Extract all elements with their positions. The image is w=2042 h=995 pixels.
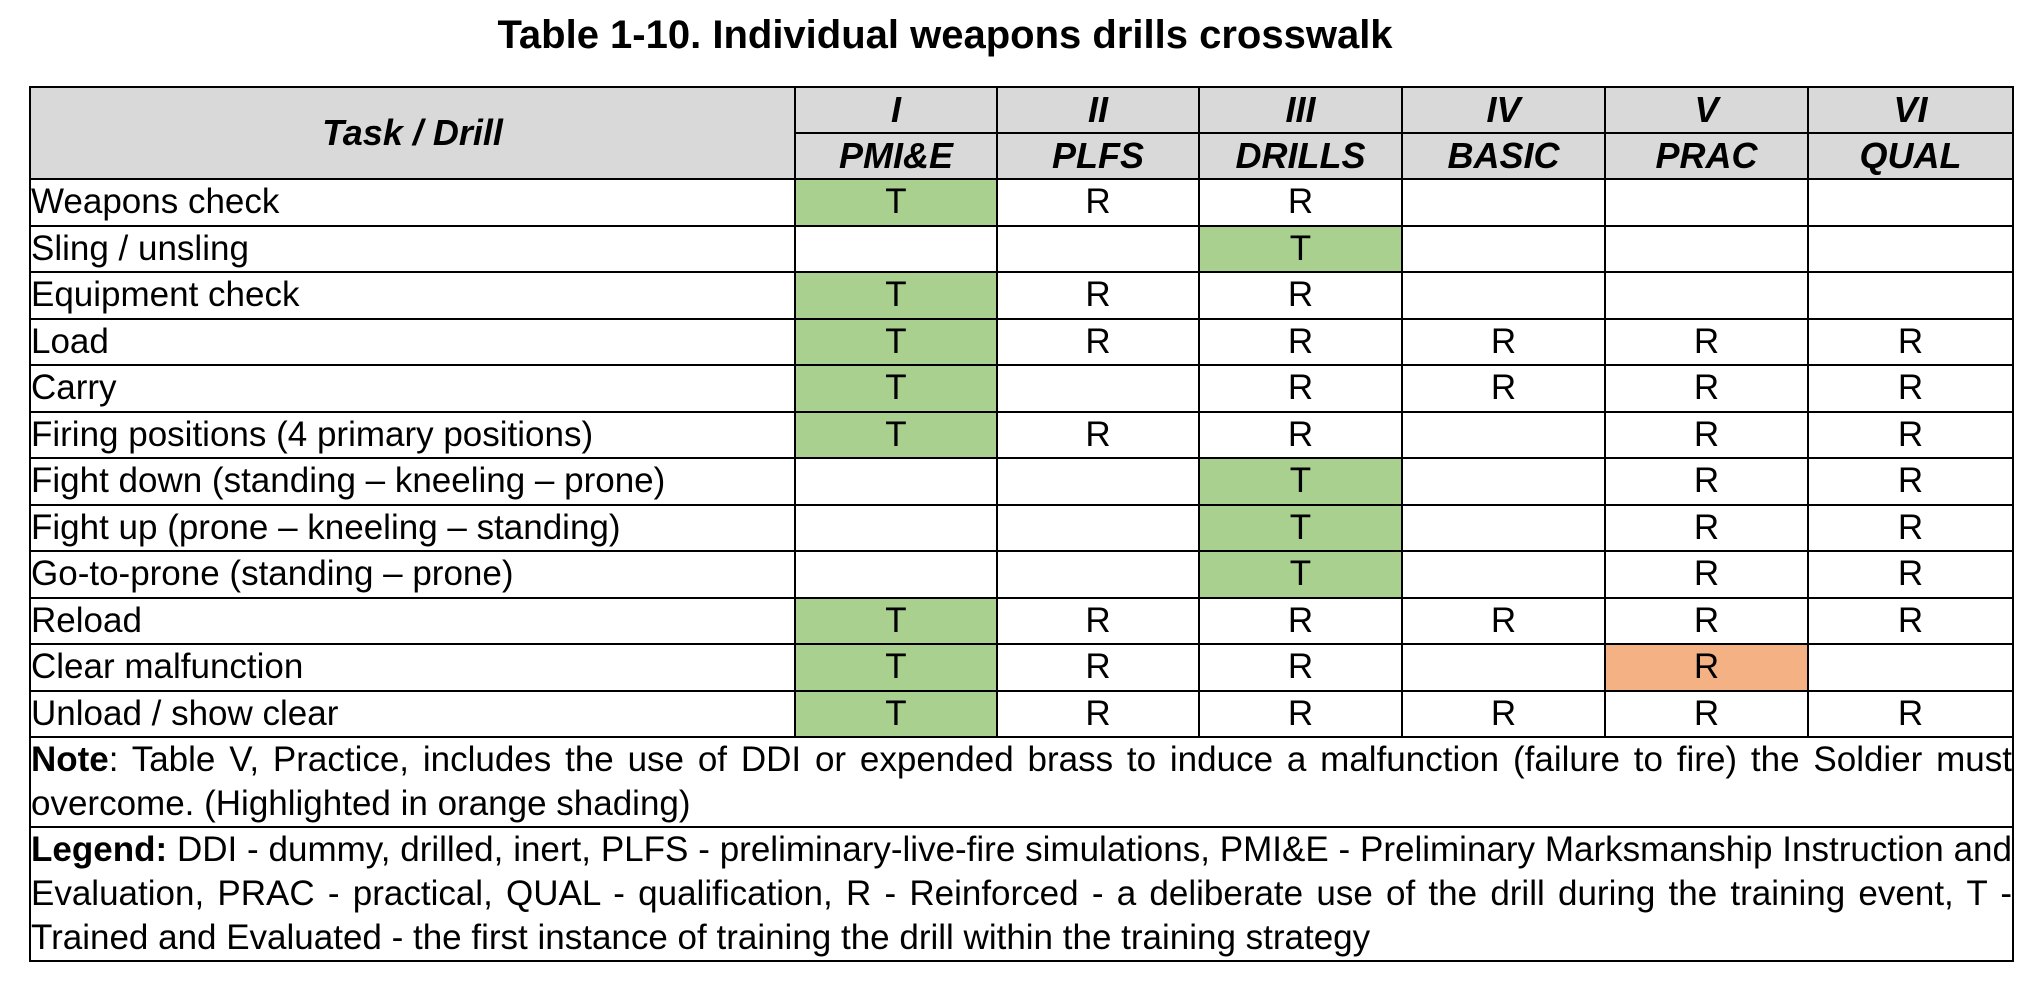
drill-mark-cell [1402, 412, 1605, 459]
drill-mark-cell: R [1199, 365, 1402, 412]
drill-mark-cell: T [795, 412, 997, 459]
drill-mark-cell: R [1199, 412, 1402, 459]
column-abbreviation: PRAC [1605, 133, 1808, 179]
drill-mark-cell: R [1199, 598, 1402, 645]
drill-mark-cell: R [1605, 412, 1808, 459]
header-row-numerals [30, 87, 2013, 133]
task-cell: Equipment check [30, 272, 795, 319]
task-cell: Weapons check [30, 179, 795, 226]
drill-mark-cell: R [1605, 505, 1808, 552]
drill-mark-cell [997, 226, 1199, 273]
task-cell: Clear malfunction [30, 644, 795, 691]
drill-mark-cell [1808, 226, 2013, 273]
drill-mark-cell: R [1605, 458, 1808, 505]
table-row [30, 365, 2013, 412]
task-drill-header: Task / Drill [30, 87, 795, 179]
column-numeral: V [1605, 87, 1808, 133]
drill-mark-cell: R [1605, 644, 1808, 691]
table-body [30, 179, 2013, 737]
column-abbreviation: PLFS [997, 133, 1199, 179]
legend-row [30, 827, 2013, 961]
drill-mark-cell: R [1402, 691, 1605, 738]
drill-mark-cell [1808, 272, 2013, 319]
drill-mark-cell: R [1199, 691, 1402, 738]
drill-mark-cell [795, 505, 997, 552]
drill-mark-cell [1808, 179, 2013, 226]
drill-mark-cell: R [1605, 551, 1808, 598]
table-row [30, 272, 2013, 319]
drill-mark-cell: R [1808, 412, 2013, 459]
drill-mark-cell [1402, 179, 1605, 226]
note-row [30, 737, 2013, 827]
column-numeral: II [997, 87, 1199, 133]
drill-mark-cell: R [997, 644, 1199, 691]
drill-mark-cell: T [1199, 505, 1402, 552]
drill-mark-cell [795, 226, 997, 273]
drill-mark-cell: T [795, 365, 997, 412]
drill-mark-cell: R [1402, 319, 1605, 366]
task-cell: Fight down (standing – kneeling – prone) [30, 458, 795, 505]
column-abbreviation: QUAL [1808, 133, 2013, 179]
drill-mark-cell [1402, 272, 1605, 319]
drill-mark-cell: R [1605, 691, 1808, 738]
task-cell: Fight up (prone – kneeling – standing) [30, 505, 795, 552]
table-row [30, 458, 2013, 505]
drill-mark-cell: R [997, 412, 1199, 459]
drill-mark-cell [795, 551, 997, 598]
drill-mark-cell: R [997, 272, 1199, 319]
drill-mark-cell [1402, 458, 1605, 505]
drills-crosswalk-table [29, 86, 2014, 962]
drill-mark-cell: R [1199, 644, 1402, 691]
drill-mark-cell: R [1808, 598, 2013, 645]
column-abbreviation: BASIC [1402, 133, 1605, 179]
task-cell: Unload / show clear [30, 691, 795, 738]
drill-mark-cell: R [1808, 365, 2013, 412]
drill-mark-cell [795, 458, 997, 505]
table-row [30, 598, 2013, 645]
task-cell: Load [30, 319, 795, 366]
table-row [30, 319, 2013, 366]
drill-mark-cell [1605, 179, 1808, 226]
column-numeral: I [795, 87, 997, 133]
table-row [30, 412, 2013, 459]
drill-mark-cell [1605, 226, 1808, 273]
column-numeral: IV [1402, 87, 1605, 133]
drill-mark-cell: T [795, 644, 997, 691]
legend-cell [30, 827, 2013, 961]
legend-label: Legend: [31, 830, 168, 869]
drill-mark-cell: T [1199, 458, 1402, 505]
drill-mark-cell: T [795, 598, 997, 645]
drill-mark-cell [1402, 551, 1605, 598]
drill-mark-cell: T [1199, 226, 1402, 273]
column-abbreviation: PMI&E [795, 133, 997, 179]
drill-mark-cell [1402, 644, 1605, 691]
task-cell: Firing positions (4 primary positions) [30, 412, 795, 459]
drill-mark-cell: R [997, 691, 1199, 738]
drill-mark-cell: R [1808, 691, 2013, 738]
legend-text: DDI - dummy, drilled, inert, PLFS - preliminary-live-fire simulations, PMI&E - Preliminary Marksmanship Instruction and Evaluation, PRAC - practical, QUAL - qualification, R - Reinforced - a deliberate use of the drill during the training event, T - Trained and Evaluated - the first instance of training the drill within the training strategy [31, 830, 2012, 957]
drill-mark-cell: R [1808, 458, 2013, 505]
drill-mark-cell: R [1402, 365, 1605, 412]
drill-mark-cell: R [1199, 319, 1402, 366]
note-cell [30, 737, 2013, 827]
drill-mark-cell: T [795, 319, 997, 366]
task-cell: Reload [30, 598, 795, 645]
drill-mark-cell: T [795, 272, 997, 319]
drill-mark-cell: T [795, 179, 997, 226]
task-cell: Go-to-prone (standing – prone) [30, 551, 795, 598]
drill-mark-cell: R [1605, 598, 1808, 645]
drill-mark-cell: R [1605, 365, 1808, 412]
note-text: : Table V, Practice, includes the use of DDI or expended brass to induce a malfunction (failure to fire) the Soldier must overcome. (Highlighted in orange shading) [31, 740, 2012, 823]
drill-mark-cell: R [1199, 272, 1402, 319]
drill-mark-cell: R [1402, 598, 1605, 645]
table-row [30, 226, 2013, 273]
drill-mark-cell [1402, 505, 1605, 552]
column-numeral: VI [1808, 87, 2013, 133]
drill-mark-cell: R [1808, 505, 2013, 552]
drill-mark-cell [997, 551, 1199, 598]
drill-mark-cell: R [1808, 319, 2013, 366]
drill-mark-cell: R [1199, 179, 1402, 226]
drill-mark-cell [1808, 644, 2013, 691]
column-abbreviation: DRILLS [1199, 133, 1402, 179]
note-label: Note [31, 740, 109, 779]
drill-mark-cell [997, 505, 1199, 552]
drill-mark-cell: R [997, 179, 1199, 226]
task-cell: Sling / unsling [30, 226, 795, 273]
drill-mark-cell: R [997, 319, 1199, 366]
drill-mark-cell: R [1808, 551, 2013, 598]
drill-mark-cell [1402, 226, 1605, 273]
drill-mark-cell: T [1199, 551, 1402, 598]
table-row [30, 179, 2013, 226]
table-row [30, 691, 2013, 738]
drill-mark-cell: T [795, 691, 997, 738]
column-numeral: III [1199, 87, 1402, 133]
drill-mark-cell [997, 458, 1199, 505]
table-row [30, 551, 2013, 598]
table-row [30, 644, 2013, 691]
drill-mark-cell: R [1605, 319, 1808, 366]
drill-mark-cell [997, 365, 1199, 412]
task-cell: Carry [30, 365, 795, 412]
drill-mark-cell: R [997, 598, 1199, 645]
drill-mark-cell [1605, 272, 1808, 319]
table-row [30, 505, 2013, 552]
table-title: Table 1-10. Individual weapons drills crosswalk [497, 13, 1393, 57]
